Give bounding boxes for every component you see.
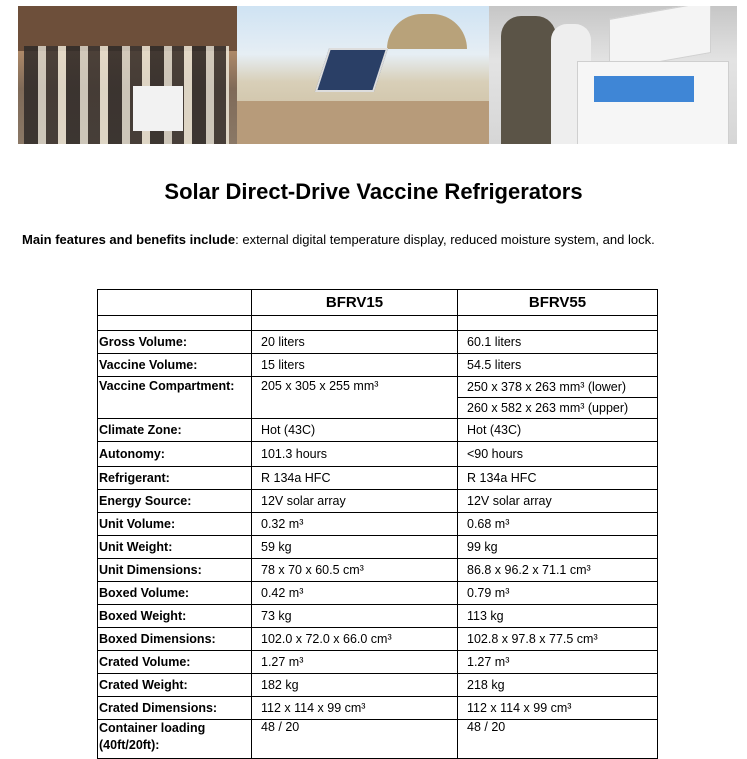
row-label: Climate Zone: — [98, 419, 252, 442]
row-label: Refrigerant: — [98, 467, 252, 490]
bfrv55-value: 102.8 x 97.8 x 77.5 cm³ — [458, 628, 658, 651]
table-row — [98, 628, 658, 651]
bfrv55-value: 48 / 20 — [458, 720, 658, 759]
bfrv15-value: 205 x 305 x 255 mm³ — [252, 377, 458, 419]
bfrv55-value: Hot (43C) — [458, 419, 658, 442]
table-row — [98, 559, 658, 582]
bfrv55-value: R 134a HFC — [458, 467, 658, 490]
row-label: Unit Weight: — [98, 536, 252, 559]
bfrv15-value: 48 / 20 — [252, 720, 458, 759]
row-label: Crated Weight: — [98, 674, 252, 697]
table-row — [98, 467, 658, 490]
bfrv15-value: 78 x 70 x 60.5 cm³ — [252, 559, 458, 582]
features-line — [22, 232, 655, 247]
bfrv55-value: 112 x 114 x 99 cm³ — [458, 697, 658, 720]
table-row — [98, 377, 658, 419]
bfrv55-value: 113 kg — [458, 605, 658, 628]
row-label: Gross Volume: — [98, 331, 252, 354]
header-bfrv15: BFRV15 — [252, 290, 458, 316]
row-label: Autonomy: — [98, 442, 252, 467]
bfrv15-value: Hot (43C) — [252, 419, 458, 442]
bfrv15-value: 20 liters — [252, 331, 458, 354]
row-label: Crated Volume: — [98, 651, 252, 674]
row-label: Crated Dimensions: — [98, 697, 252, 720]
header-blank — [98, 290, 252, 316]
bfrv15-value: 1.27 m³ — [252, 651, 458, 674]
row-label: Boxed Weight: — [98, 605, 252, 628]
row-label: Boxed Volume: — [98, 582, 252, 605]
bfrv55-value-upper: 260 x 582 x 263 mm³ (upper) — [458, 397, 657, 418]
table-row — [98, 605, 658, 628]
table-row — [98, 697, 658, 720]
bfrv15-value: 12V solar array — [252, 490, 458, 513]
page-title: Solar Direct-Drive Vaccine Refrigerators — [164, 179, 583, 204]
bfrv15-value: 73 kg — [252, 605, 458, 628]
table-row — [98, 582, 658, 605]
bfrv15-value: 102.0 x 72.0 x 66.0 cm³ — [252, 628, 458, 651]
bfrv55-value: 54.5 liters — [458, 354, 658, 377]
row-label: Unit Dimensions: — [98, 559, 252, 582]
group-photo — [18, 6, 237, 144]
row-label: Energy Source: — [98, 490, 252, 513]
bfrv15-value: 0.32 m³ — [252, 513, 458, 536]
bfrv55-value: 86.8 x 96.2 x 71.1 cm³ — [458, 559, 658, 582]
row-label: Container loading (40ft/20ft): — [98, 720, 252, 759]
bfrv55-value: 12V solar array — [458, 490, 658, 513]
row-label: Vaccine Compartment: — [98, 377, 252, 419]
bfrv55-value-lower: 250 x 378 x 263 mm³ (lower) — [467, 380, 627, 394]
bfrv15-value: 59 kg — [252, 536, 458, 559]
table-row — [98, 442, 658, 467]
row-label: Unit Volume: — [98, 513, 252, 536]
bfrv55-value: <90 hours — [458, 442, 658, 467]
header-bfrv55: BFRV55 — [458, 290, 658, 316]
refrigerator-photo — [489, 6, 737, 144]
table-row — [98, 354, 658, 377]
table-row — [98, 419, 658, 442]
bfrv15-value: 15 liters — [252, 354, 458, 377]
table-row — [98, 331, 658, 354]
bfrv15-value: 112 x 114 x 99 cm³ — [252, 697, 458, 720]
table-row — [98, 651, 658, 674]
bfrv55-value: 99 kg — [458, 536, 658, 559]
spec-table — [97, 289, 658, 759]
bfrv55-value: 1.27 m³ — [458, 651, 658, 674]
bfrv55-value: 60.1 liters — [458, 331, 658, 354]
photo-banner — [18, 6, 737, 144]
bfrv55-value: 218 kg — [458, 674, 658, 697]
table-row — [98, 674, 658, 697]
bfrv15-value: 101.3 hours — [252, 442, 458, 467]
bfrv15-value: 182 kg — [252, 674, 458, 697]
table-row — [98, 513, 658, 536]
table-row — [98, 490, 658, 513]
table-row — [98, 720, 658, 759]
table-spacer-row — [98, 316, 658, 331]
bfrv55-compartment — [458, 377, 658, 419]
solar-panel-photo — [237, 6, 489, 144]
bfrv55-value: 0.68 m³ — [458, 513, 658, 536]
features-text: : external digital temperature display, reduced moisture system, and lock. — [235, 232, 655, 247]
table-row — [98, 536, 658, 559]
features-label: Main features and benefits include — [22, 232, 236, 247]
bfrv15-value: 0.42 m³ — [252, 582, 458, 605]
bfrv55-value: 0.79 m³ — [458, 582, 658, 605]
row-label: Vaccine Volume: — [98, 354, 252, 377]
bfrv15-value: R 134a HFC — [252, 467, 458, 490]
row-label: Boxed Dimensions: — [98, 628, 252, 651]
